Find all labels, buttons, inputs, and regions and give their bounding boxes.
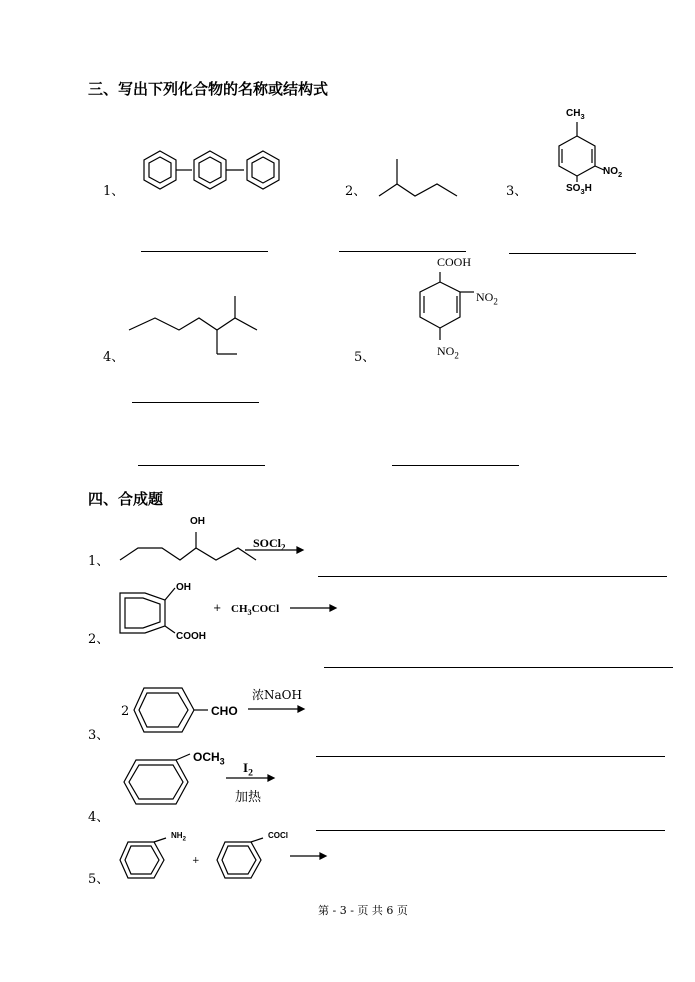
- pentanol-structure: [118, 528, 258, 566]
- benzaldehyde-structure: [132, 684, 212, 736]
- s3-item5-no2-bottom-label: $NO_2$: [437, 344, 459, 361]
- s4-item1-arrow: [245, 546, 305, 554]
- answer-line-s4-3[interactable]: [316, 756, 665, 757]
- s4-item5-arrow: [290, 852, 328, 860]
- s4-item2-arrow: [290, 604, 340, 612]
- s3-item5-no2-right-label: $NO_2$: [476, 290, 498, 307]
- s4-item1-number: 1、: [88, 554, 110, 569]
- dinitrobenzoic-acid-structure: [410, 262, 510, 362]
- s3-item5-cooh-label: COOH: [437, 255, 472, 269]
- s4-item5-plus: +: [192, 856, 200, 866]
- s3-item3-number: 3、: [506, 184, 528, 199]
- s4-item2-plus: +: [213, 603, 222, 614]
- answer-line-s4-2[interactable]: [324, 667, 673, 668]
- answer-line-s3-3[interactable]: [509, 253, 636, 254]
- s4-item4-och3-label: $OCH_3$: [193, 750, 225, 767]
- methylpentane-structure: [375, 155, 465, 200]
- s3-item1-number: 1、: [103, 184, 125, 199]
- s4-item1-reagent: SOCl$_2$: [253, 536, 286, 553]
- s4-item4-arrow: [226, 774, 278, 782]
- s3-item2-number: 2、: [345, 184, 367, 199]
- salicylic-acid-structure: [115, 578, 185, 648]
- s4-item3-coefficient: 2: [121, 704, 130, 719]
- s3-item4-number: 4、: [103, 350, 125, 365]
- answer-line-s3-4[interactable]: [132, 402, 259, 403]
- section3-title: 三、写出下列化合物的名称或结构式: [88, 80, 329, 98]
- s4-item2-cooh-label: COOH: [176, 631, 206, 642]
- s4-item1-oh-label: OH: [190, 516, 205, 527]
- page-footer: 第 - 3 - 页 共 6 页: [318, 904, 408, 917]
- s4-item4-reagent-top: $I_2$: [243, 760, 253, 779]
- branched-alkane-structure: [125, 292, 265, 362]
- answer-line-s4-4[interactable]: [316, 830, 665, 831]
- anisole-structure: [118, 752, 198, 808]
- aniline-structure: [118, 836, 178, 882]
- section4-title: 四、合成题: [88, 490, 164, 508]
- s4-item2-number: 2、: [88, 632, 110, 647]
- s4-item5-nh2-label: $NH_2$: [171, 831, 186, 843]
- s3-item5-number: 5、: [354, 350, 376, 365]
- s4-item2-oh-label: OH: [176, 582, 191, 593]
- terphenyl-structure: [135, 148, 285, 194]
- s4-item2-reagent: $CH_3COCl$: [231, 603, 280, 618]
- s3-item3-ch3-label: $CH_3$: [566, 108, 585, 121]
- s3-item3-no2-label: $NO_2$: [603, 166, 623, 179]
- s4-item4-number: 4、: [88, 810, 110, 825]
- s4-item3-cho-label: CHO: [211, 704, 238, 718]
- answer-line-s3-4b[interactable]: [138, 465, 265, 466]
- s4-item3-arrow: [248, 705, 308, 713]
- s4-item4-reagent-bottom: 加热: [235, 790, 262, 805]
- answer-line-s3-1[interactable]: [141, 251, 268, 252]
- answer-line-s3-5[interactable]: [392, 465, 519, 466]
- s4-item5-number: 5、: [88, 872, 110, 887]
- s4-item3-number: 3、: [88, 728, 110, 743]
- s4-item5-cocl-label: COCl: [268, 831, 288, 840]
- benzoyl-chloride-structure: [215, 836, 275, 882]
- s4-item3-reagent: 浓NaOH: [252, 688, 302, 702]
- answer-line-s3-2[interactable]: [339, 251, 466, 252]
- answer-line-s4-1[interactable]: [318, 576, 667, 577]
- s3-item3-so3h-label: $SO_3H$: [566, 183, 592, 196]
